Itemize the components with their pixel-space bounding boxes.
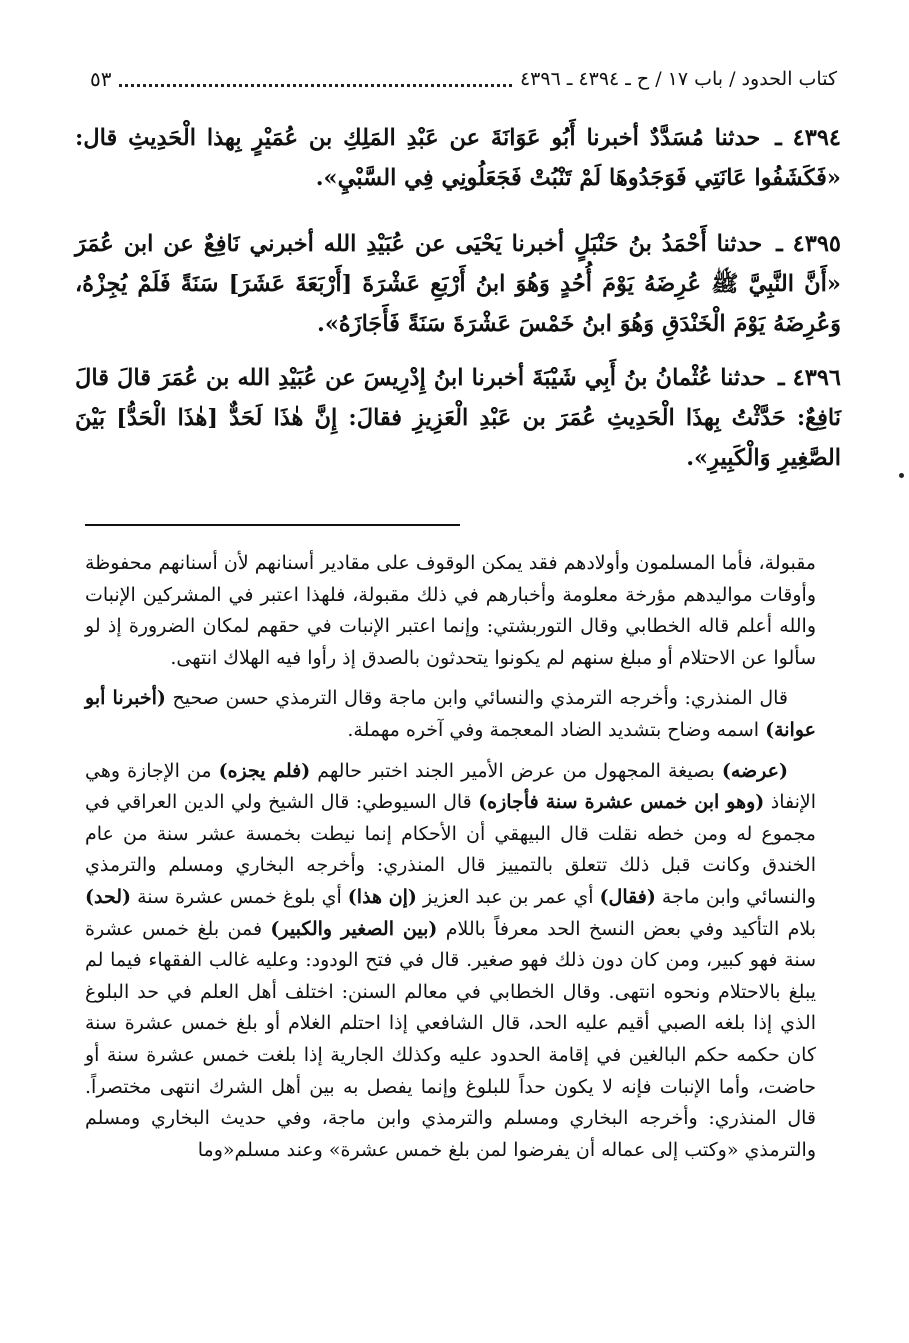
hadith-section <box>75 358 841 493</box>
commentary-paragraph: (عرضه) بصيغة المجهول من عرض الأمير الجند اختبر حالهم (فلم يجزه) من الإجازة وهي الإنفاذ (وهو ابن خمس عشرة سنة فأجازه) قال السيوطي: قال الشيخ ولي الدين العراقي في مجموع له ومن خطه نقلت قال البيهقي أن الأحكام إنما نيطت بخمسة عشر سنة من عام الخندق وكانت قبل ذلك تتعلق بالتمييز قال المنذري: وأخرجه البخاري ومسلم والترمذي والنسائي وابن ماجة (فقال) أي عمر بن عبد العزيز (إن هذا) أي بلوغ خمس عشرة سنة (لحد) بلام التأكيد وفي بعض النسخ الحد معرفاً باللام (بين الصغير والكبير) فمن بلغ خمس عشرة سنة فهو كبير، ومن كان دون ذلك فهو صغير. قال في فتح الودود: وعليه غالب الفقهاء فيما لم يبلغ بالاحتلام ونحوه انتهى. وقال الخطابي في معالم السنن: اختلف أهل العلم في حد البلوغ الذي إذا بلغه الصبي أقيم عليه الحد، قال الشافعي إذا احتلم الغلام أو بلغ خمس عشرة سنة كان حكمه حكم البالغين في إقامة الحدود عليه وكذلك الجارية إذا بلغت خمس عشرة سنة أو حاضت، وأما الإنبات فإنه لا يكون حداً للبلوغ وإنما يفصل به بين أهل الشرك انتهى مختصراً. قال المنذري: وأخرجه البخاري ومسلم والترمذي وابن ماجة، وفي حديث البخاري ومسلم والترمذي «وكتب إلى عماله أن يفرضوا لمن بلغ خمس عشرة» وعند مسلم«وما <box>85 759 816 1161</box>
bold-term: (لحد) <box>85 885 132 908</box>
bold-term: (إن هذا) <box>347 885 417 908</box>
commentary <box>85 548 816 1175</box>
hadith-text: حدثنا أَحْمَدُ بنُ حَنْبَلٍ أخبرنا يَحْيَى عن عُبَيْدِ الله أخبرني نَافِعٌ عن ابن عُمَرَ «أَنَّ النَّبِيَّ ﷺ عُرِضَهُ يَوْمَ أُحُدٍ وَهُوَ ابنُ أَرْبَعِ عَشْرَةَ [أَرْبَعَةَ عَشَرَ] سَنَةً فَلَمْ يُجِزْهُ، وَعُرِضَهُ يَوْمَ الْخَنْدَقِ وَهُوَ ابنُ خَمْسَ عَشْرَةَ سَنَةً فَأَجَازَهُ». <box>75 231 841 337</box>
hadith-number: ٤٣٩٥ ـ <box>776 231 841 257</box>
leader-dots <box>119 84 511 87</box>
bold-term: (وهو ابن خمس عشرة سنة فأجازه) <box>478 791 765 814</box>
hadith-section <box>75 118 841 213</box>
hadith-4396 <box>75 358 841 478</box>
commentary-paragraph: قال المنذري: وأخرجه الترمذي والنسائي وابن ماجة وقال الترمذي حسن صحيح (أخبرنا أبو عوانة) اسمه وضاح بتشديد الضاد المعجمة وفي آخره مهملة. <box>85 687 816 741</box>
bold-term: (فلم يجزه) <box>218 759 311 782</box>
hadith-section <box>75 224 841 359</box>
bold-term: (أخبرنا أبو عوانة) <box>85 687 816 741</box>
chapter-title: كتاب الحدود / باب ١٧ / ح ـ ٤٣٩٤ ـ ٤٣٩٦ <box>519 68 837 90</box>
bold-term: (بين الصغير والكبير) <box>270 917 438 940</box>
hadith-text: حدثنا مُسَدَّدٌ أخبرنا أَبُو عَوَانَةَ عن عَبْدِ المَلِكِ بن عُمَيْرٍ بِهذا الْحَدِيثِ قال: «فَكَشَفُوا عَانَتِي فَوَجَدُوهَا لَمْ تَنْبُتْ فَجَعَلُونِي فِي السَّبْيِ». <box>75 125 841 191</box>
bold-term: (فقال) <box>599 885 656 908</box>
hadith-number: ٤٣٩٦ ـ <box>777 365 841 391</box>
footnote-divider <box>85 524 460 526</box>
page-number: ٥٣ <box>90 67 112 91</box>
bold-term: (عرضه) <box>721 759 788 782</box>
hadith-number: ٤٣٩٤ ـ <box>775 125 841 151</box>
running-header <box>90 62 837 96</box>
commentary-paragraph: مقبولة، فأما المسلمون وأولادهم فقد يمكن الوقوف على مقادير أسنانهم لأن أسنانهم محفوظة وأوقات مواليدهم مؤرخة معلومة وأخبارهم في ذلك مقبولة، فلهذا اعتبر في المشركين الإنبات والله أعلم قاله الخطابي وقال التوربشتي: وإنما اعتبر الإنبات في حقهم لمكان الضرورة إذ لو سألوا عن الاحتلام أو مبلغ سنهم لم يكونوا يتحدثون بالصدق إذ رأوا فيه الهلاك انتهى. <box>85 552 816 669</box>
hadith-4395 <box>75 224 841 344</box>
hadith-4394 <box>75 118 841 198</box>
margin-dot <box>899 473 904 478</box>
hadith-text: حدثنا عُثْمانُ بنُ أَبِي شَيْبَةَ أخبرنا ابنُ إِدْرِيسَ عن عُبَيْدِ الله بن عُمَرَ قالَ قالَ نَافِعٌ: حَدَّثْتُ بِهذَا الْحَدِيثِ عُمَرَ بن عَبْدِ الْعَزِيزِ فقالَ: إِنَّ هٰذَا لَحَدٌّ [هٰذَا الْحَدُّ] بَيْنَ الصَّغِيرِ وَالْكَبِيرِ». <box>75 365 841 471</box>
